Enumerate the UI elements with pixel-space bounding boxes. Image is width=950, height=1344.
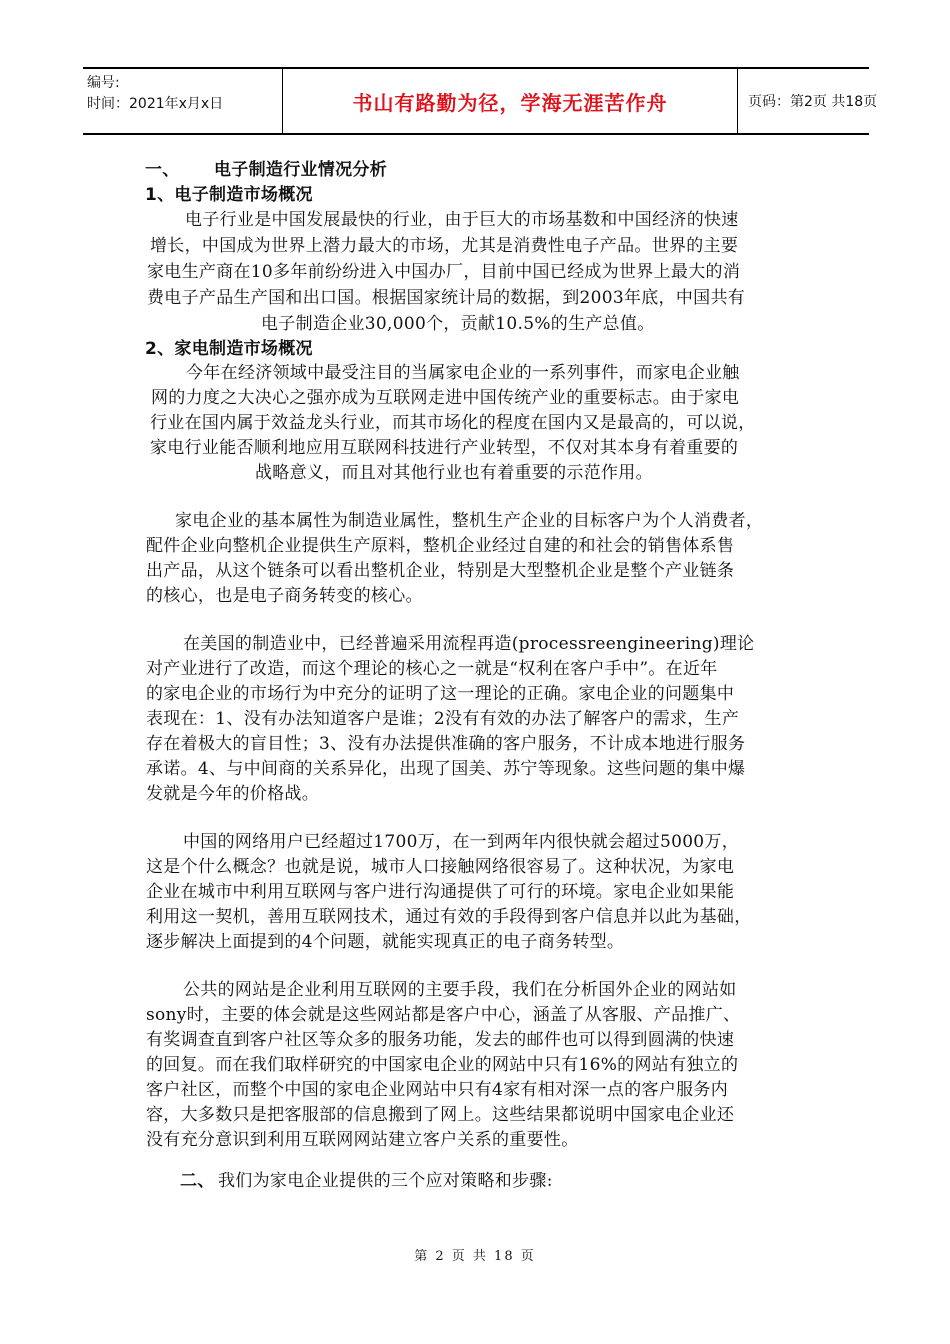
section-title: 电子制造行业情况分析 (214, 160, 387, 180)
header-motto: 书山有路勤为径，学海无涯苦作舟 (283, 69, 738, 133)
section-number: 一、 (145, 160, 180, 180)
paragraph-line: 在美国的制造业中，已经普遍采用流程再造(processreengineering)理论 (183, 634, 755, 654)
paragraph-line: 的家电企业的市场行为中充分的证明了这一理论的正确。家电企业的问题集中 (146, 684, 735, 704)
paragraph-line: 有奖调查直到客户社区等众多的服务功能，发去的邮件也可以得到圆满的快速 (146, 1030, 735, 1050)
page-footer: 第 2 页 共 18 页 (414, 1249, 536, 1264)
paragraph-line: 对产业进行了改造，而这个理论的核心之一就是“权利在客户手中”。在近年 (146, 659, 718, 679)
paragraph-line: 利用这一契机，善用互联网技术，通过有效的手段得到客户信息并以此为基础， (146, 907, 752, 927)
paragraph-line: 表现在：1、没有办法知道客户是谁；2没有有效的办法了解客户的需求，生产 (146, 709, 740, 729)
paragraph-line: 逐步解决上面提到的4个问题，就能实现真正的电子商务转型。 (146, 932, 625, 952)
document-number-label: 编号: (87, 75, 120, 91)
paragraph-line: 家电企业的基本属性为制造业属性，整机生产企业的目标客户为个人消费者， (175, 511, 764, 531)
paragraph-line: 电子行业是中国发展最快的行业，由于巨大的市场基数和中国经济的快速 (185, 210, 739, 230)
paragraph-line: 增长，中国成为世界上潜力最大的市场，尤其是消费性电子产品。世界的主要 (150, 236, 739, 256)
paragraph-line: 公共的网站是企业利用互联网的主要手段，我们在分析国外企业的网站如 (183, 980, 737, 1000)
paragraph-line: 行业在国内属于效益龙头行业，而其市场化的程度在国内又是最高的，可以说， (150, 413, 756, 433)
paragraph-line: 的核心，也是电子商务转变的核心。 (146, 586, 423, 606)
paragraph-line: 这是个什么概念？也就是说，城市人口接触网络很容易了。这种状况，为家电 (146, 857, 735, 877)
paragraph-line: 发就是今年的价格战。 (146, 784, 319, 804)
paragraph-line: 费电子产品生产国和出口国。根据国家统计局的数据，到2003年底，中国共有 (147, 288, 746, 308)
section-number: 二、 (180, 1171, 215, 1191)
paragraph-line: sony时，主要的体会就是这些网站都是客户中心，涵盖了从客服、产品推广、 (146, 1005, 741, 1025)
subsection-title: 1、电子制造市场概况 (145, 185, 313, 205)
paragraph-line: 电子制造企业30,000个，贡献10.5%的生产总值。 (261, 314, 655, 334)
document-date-label: 时间：2021年x月x日 (87, 96, 224, 112)
paragraph-line: 家电行业能否顺利地应用互联网科技进行产业转型，不仅对其本身有着重要的 (150, 438, 739, 458)
page-header (83, 67, 878, 135)
paragraph-line: 出产品，从这个链条可以看出整机企业，特别是大型整机企业是整个产业链条 (146, 561, 735, 581)
paragraph-line: 家电生产商在10多年前纷纷进入中国办厂，目前中国已经成为世界上最大的消 (147, 262, 741, 282)
paragraph-line: 没有充分意识到利用互联网网站建立客户关系的重要性。 (146, 1130, 579, 1150)
paragraph-line: 存在着极大的盲目性；3、没有办法提供准确的客户服务，不计成本地进行服务 (146, 734, 746, 754)
section-title: 我们为家电企业提供的三个应对策略和步骤: (218, 1171, 553, 1191)
header-page-info: 页码：第2页 共18页 (748, 94, 878, 110)
paragraph-line: 中国的网络用户已经超过1700万，在一到两年内很快就会超过5000万， (183, 832, 740, 852)
paragraph-line: 今年在经济领域中最受注目的当属家电企业的一系列事件，而家电企业触 (186, 363, 740, 383)
paragraph-line: 战略意义，而且对其他行业也有着重要的示范作用。 (255, 463, 653, 483)
paragraph-line: 配件企业向整机企业提供生产原料，整机企业经过自建的和社会的销售体系售 (146, 536, 735, 556)
paragraph-line: 承诺。4、与中间商的关系异化，出现了国美、苏宁等现象。这些问题的集中爆 (146, 759, 746, 779)
paragraph-line: 客户社区，而整个中国的家电企业网站中只有4家有相对深一点的客户服务内 (146, 1080, 729, 1100)
header-meta (83, 69, 283, 133)
paragraph-line: 企业在城市中利用互联网与客户进行沟通提供了可行的环境。家电企业如果能 (146, 882, 735, 902)
paragraph-line: 容，大多数只是把客服部的信息搬到了网上。这些结果都说明中国家电企业还 (146, 1105, 735, 1125)
paragraph-line: 的回复。而在我们取样研究的中国家电企业的网站中只有16%的网站有独立的 (146, 1055, 739, 1075)
paragraph-line: 网的力度之大决心之强亦成为互联网走进中国传统产业的重要标志。由于家电 (151, 388, 740, 408)
subsection-title: 2、家电制造市场概况 (145, 339, 313, 359)
